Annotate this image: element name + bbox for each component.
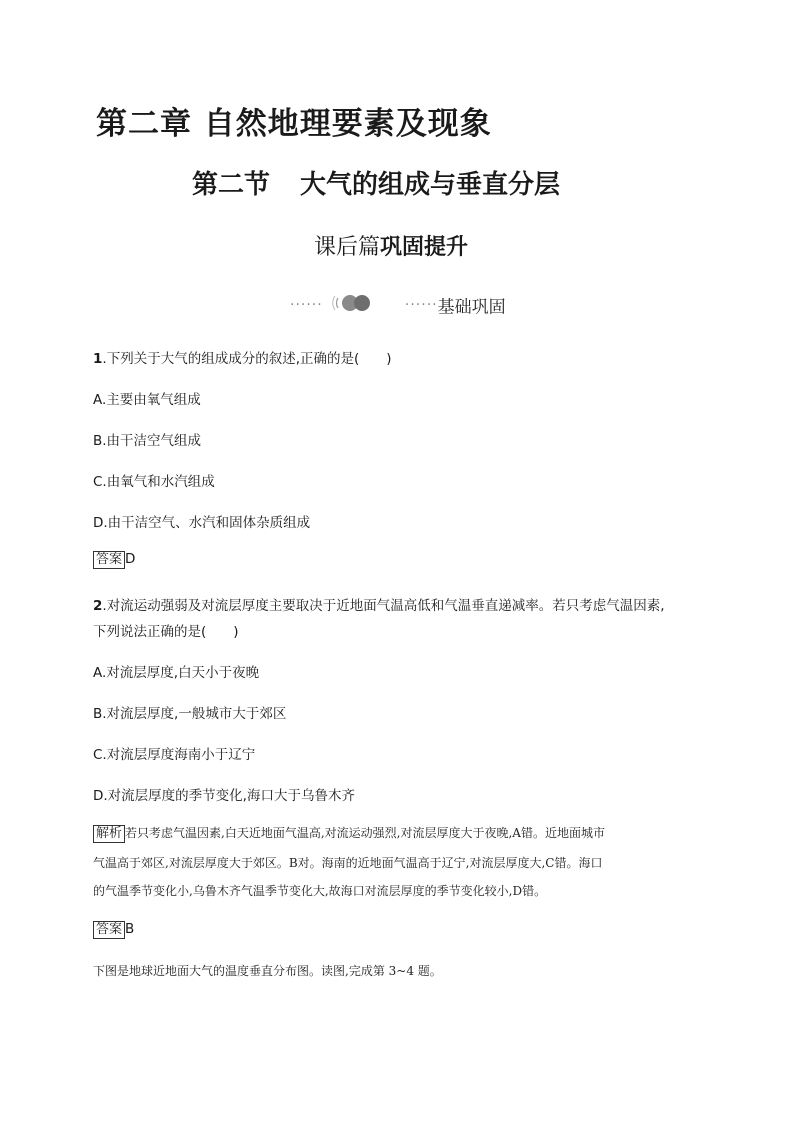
question-1-option-b: B.由干洁空气组成 bbox=[93, 433, 202, 449]
answer-label: 答案 bbox=[93, 551, 125, 569]
question-1-stem bbox=[93, 347, 392, 367]
question-2-option-c: C.对流层厚度海南小于辽宁 bbox=[93, 747, 256, 763]
answer-label: 答案 bbox=[93, 921, 125, 939]
question-1-option-a: A.主要由氧气组成 bbox=[93, 392, 201, 408]
question-2-stem-line1 bbox=[93, 594, 665, 614]
question-2-answer bbox=[93, 921, 134, 939]
next-questions-intro: 下图是地球近地面大气的温度垂直分布图。读图,完成第 3~4 题。 bbox=[93, 964, 442, 978]
question-1-answer bbox=[93, 551, 135, 569]
question-2-option-a: A.对流层厚度,白天小于夜晚 bbox=[93, 665, 260, 681]
analysis-text-1: 若只考虑气温因素,白天近地面气温高,对流运动强烈,对流层厚度大于夜晚,A错。近地面城市 bbox=[125, 826, 605, 840]
divider-label: 基础巩固 bbox=[437, 297, 506, 318]
question-2-option-b: B.对流层厚度,一般城市大于郊区 bbox=[93, 706, 287, 722]
subtitle-bold: 巩固提升 bbox=[380, 235, 469, 260]
question-2-option-d: D.对流层厚度的季节变化,海口大于乌鲁木齐 bbox=[93, 788, 355, 804]
question-1-number: 1 bbox=[93, 351, 103, 367]
chapter-title: 第二章 自然地理要素及现象 bbox=[96, 106, 492, 142]
section-number: 第二节 bbox=[192, 170, 271, 200]
divider-dots-left: ······ bbox=[290, 297, 323, 313]
question-1-text: .下列关于大气的组成成分的叙述,正确的是( ) bbox=[102, 351, 392, 367]
page-subtitle bbox=[314, 230, 468, 261]
section-name: 大气的组成与垂直分层 bbox=[300, 170, 561, 200]
question-1-option-d: D.由干洁空气、水汽和固体杂质组成 bbox=[93, 515, 311, 531]
question-2-stem-line2: 下列说法正确的是( ) bbox=[93, 624, 239, 640]
answer-value: B bbox=[125, 921, 135, 937]
subtitle-normal: 课后篇 bbox=[314, 235, 381, 260]
divider-dots-right: ······ bbox=[404, 297, 438, 313]
answer-value: D bbox=[125, 551, 136, 567]
question-1-option-c: C.由氧气和水汽组成 bbox=[93, 474, 215, 490]
section-title bbox=[192, 164, 560, 201]
question-2-analysis-line3: 的气温季节变化小,乌鲁木齐气温季节变化大,故海口对流层厚度的季节变化较小,D错。 bbox=[93, 884, 547, 898]
double-circle-icon bbox=[332, 292, 374, 318]
question-2-number: 2 bbox=[93, 598, 103, 614]
question-2-analysis-line1 bbox=[93, 824, 605, 843]
question-2-analysis-line2: 气温高于郊区,对流层厚度大于郊区。B对。海南的近地面气温高于辽宁,对流层厚度大,C错。海口 bbox=[93, 856, 603, 870]
analysis-label: 解析 bbox=[93, 825, 125, 843]
question-2-text: .对流运动强弱及对流层厚度主要取决于近地面气温高低和气温垂直递减率。若只考虑气温因素, bbox=[102, 598, 665, 614]
section-divider bbox=[290, 292, 520, 316]
